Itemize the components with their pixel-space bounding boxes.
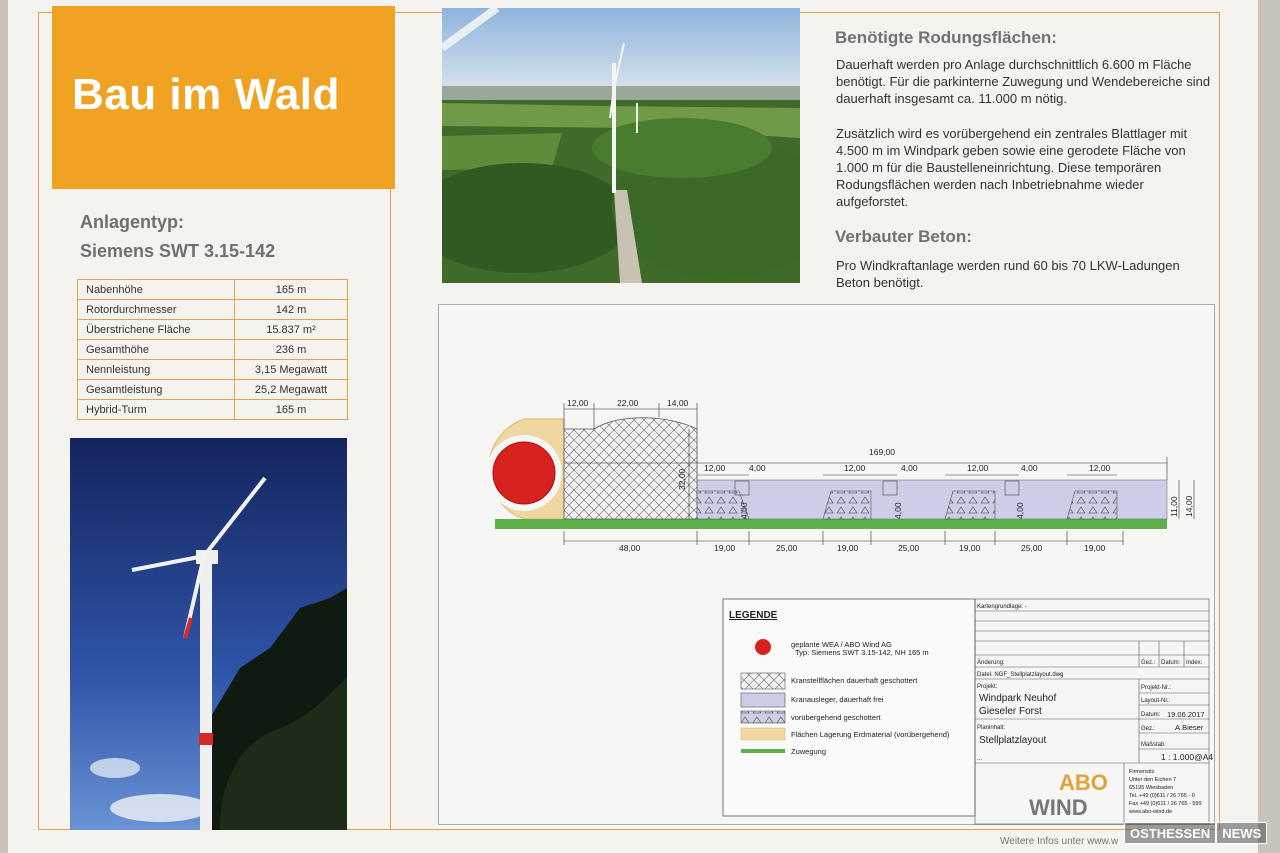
table-row xyxy=(78,300,348,320)
tb-projekt-nr: Projekt-Nr.: xyxy=(1141,685,1172,691)
legend-zuwegung: Zuwegung xyxy=(791,747,827,756)
spec-label: Nabenhöhe xyxy=(78,280,235,300)
spec-label: Gesamthöhe xyxy=(78,340,235,360)
turbine-photo xyxy=(70,438,347,830)
footer-link-text: Weitere Infos unter www.w xyxy=(1000,836,1119,847)
spec-value: 236 m xyxy=(235,340,348,360)
dim-22: 22,00 xyxy=(617,398,639,408)
dim-4-vertical: 4,00 xyxy=(1015,502,1025,519)
tb-firma-line: Fax +49 (0)611 / 26 765 - 599 xyxy=(1129,801,1202,807)
legend-kranausleger: Kranausleger, dauerhaft frei xyxy=(791,695,884,704)
tb-firma-line: 65195 Wiesbaden xyxy=(1129,785,1174,791)
site-plan xyxy=(438,304,1215,825)
dim-4-vertical: 4,00 xyxy=(739,502,749,519)
dim-4: 4,00 xyxy=(749,463,766,473)
abo-logo-top: ABO xyxy=(1059,770,1108,795)
dim-11-vertical: 11,00 xyxy=(1169,496,1179,517)
tb-index: Index: xyxy=(1186,660,1203,666)
spec-label: Rotordurchmesser xyxy=(78,300,235,320)
dim-25: 25,00 xyxy=(898,543,920,553)
legend-wea: geplante WEA / ABO Wind AG xyxy=(791,640,892,649)
watermark-text: OSTHESSEN xyxy=(1124,822,1216,844)
spec-label: Nennleistung xyxy=(78,360,235,380)
dim-12: 12,00 xyxy=(844,463,866,473)
osthessen-news-watermark xyxy=(1124,822,1267,844)
tb-datum: Datum: xyxy=(1161,660,1181,666)
tb-projekt-1: Windpark Neuhof xyxy=(979,693,1057,704)
dim-12: 12,00 xyxy=(1089,463,1111,473)
dim-25: 25,00 xyxy=(776,543,798,553)
legend-erdmaterial: Flächen Lagerung Erdmaterial (vorübergehend) xyxy=(791,730,950,739)
poster-title: Bau im Wald xyxy=(72,70,340,119)
tb-datum-value: 19.06.2017 xyxy=(1167,710,1205,719)
spec-value: 142 m xyxy=(235,300,348,320)
tb-gez: Gez.: xyxy=(1141,660,1156,666)
tb-datum-label: Datum: xyxy=(1141,712,1161,718)
dim-4: 4,00 xyxy=(901,463,918,473)
spec-value: 165 m xyxy=(235,400,348,420)
tb-datei: Datei: NGF_Stellplatzlayout.dwg xyxy=(977,672,1064,678)
spec-label: Hybrid-Turm xyxy=(78,400,235,420)
tb-firma-label: Firmensitz xyxy=(1129,769,1155,775)
tb-gez-value: A.Bieser xyxy=(1175,723,1204,732)
table-row xyxy=(78,400,348,420)
dim-169: 169,00 xyxy=(869,447,895,457)
tb-planinhalt: Stellplatzlayout xyxy=(979,735,1047,746)
tb-massstab: 1 : 1.000@A4 xyxy=(1161,752,1214,762)
dim-19: 19,00 xyxy=(1084,543,1106,553)
tb-dots: ... xyxy=(977,756,983,762)
spec-label: Überstrichene Fläche xyxy=(78,320,235,340)
spec-value: 25,2 Megawatt xyxy=(235,380,348,400)
dim-14-vertical: 14,00 xyxy=(1184,495,1194,517)
dim-19: 19,00 xyxy=(714,543,736,553)
spec-value: 15.837 m² xyxy=(235,320,348,340)
spec-label: Gesamtleistung xyxy=(78,380,235,400)
aerial-forest-photo xyxy=(442,8,800,283)
legend-kranstellflaechen: Kranstellflächen dauerhaft geschottert xyxy=(791,676,918,685)
beton-heading: Verbauter Beton: xyxy=(835,227,972,246)
tb-firma-line: Tel. +49 (0)611 / 26 765 - 0 xyxy=(1129,793,1195,799)
tb-planinhalt-label: Planinhalt: xyxy=(977,725,1006,731)
tb-massstab-label: Maßstab: xyxy=(1141,742,1167,748)
spec-table xyxy=(77,279,348,420)
tb-projekt-2: Gieseler Forst xyxy=(979,706,1042,717)
spec-value: 3,15 Megawatt xyxy=(235,360,348,380)
rodung-heading: Benötigte Rodungsflächen: xyxy=(835,28,1057,47)
abo-logo-bottom: WIND xyxy=(1029,795,1088,820)
rodung-paragraph-1: Dauerhaft werden pro Anlage durchschnittlich 6.600 m Fläche benötigt. Für die parkinterne Zuwegung und Wendebereiche sind dauerhaft insgesamt ca. 11.000 m nötig. xyxy=(836,57,1211,106)
tb-layout-nr: Layout-Nr.: xyxy=(1141,698,1171,704)
dim-32: 32,00 xyxy=(677,468,687,490)
tb-kartengrundlage: Kartengrundlage: - xyxy=(977,604,1027,610)
anlagentyp-label: Anlagentyp: xyxy=(80,212,185,232)
table-row xyxy=(78,280,348,300)
table-row xyxy=(78,380,348,400)
dim-48: 48,00 xyxy=(619,543,641,553)
dim-12: 12,00 xyxy=(567,398,589,408)
table-row xyxy=(78,340,348,360)
dim-25: 25,00 xyxy=(1021,543,1043,553)
tb-firma-line: www.abo-wind.de xyxy=(1129,809,1173,815)
spec-value: 165 m xyxy=(235,280,348,300)
dim-14: 14,00 xyxy=(667,398,689,408)
dim-12: 12,00 xyxy=(967,463,989,473)
table-row xyxy=(78,360,348,380)
dim-4: 4,00 xyxy=(1021,463,1038,473)
watermark-text: NEWS xyxy=(1216,822,1267,844)
dim-19: 19,00 xyxy=(837,543,859,553)
rodung-paragraph-2: Zusätzlich wird es vorübergehend ein zentrales Blattlager mit 4.500 m im Windpark geben sowie eine gerodete Fläche von 1.000 m für die Baustelleneinrichtung. Diese temporären Rodungsflächen werden nach Inbetriebnahme wieder aufgeforstet. xyxy=(836,126,1188,209)
tb-firma-line: Unter den Eichen 7 xyxy=(1129,777,1177,783)
tb-aenderung: Änderung: xyxy=(977,660,1005,666)
legend-voruebergehend: vorübergehend geschottert xyxy=(791,713,881,722)
tb-gez-label: Gez.: xyxy=(1141,726,1156,732)
legend-wea-type: Typ: Siemens SWT 3.15-142, NH 165 m xyxy=(795,648,929,657)
dim-19: 19,00 xyxy=(959,543,981,553)
table-row xyxy=(78,320,348,340)
legend-title: LEGENDE xyxy=(729,610,778,621)
anlagentyp-model: Siemens SWT 3.15-142 xyxy=(80,241,276,261)
dim-12: 12,00 xyxy=(704,463,726,473)
dim-4-vertical: 4,00 xyxy=(893,502,903,519)
tb-projekt-label: Projekt: xyxy=(977,684,998,690)
beton-paragraph: Pro Windkraftanlage werden rund 60 bis 70 LKW-Ladungen Beton benötigt. xyxy=(836,258,1180,290)
